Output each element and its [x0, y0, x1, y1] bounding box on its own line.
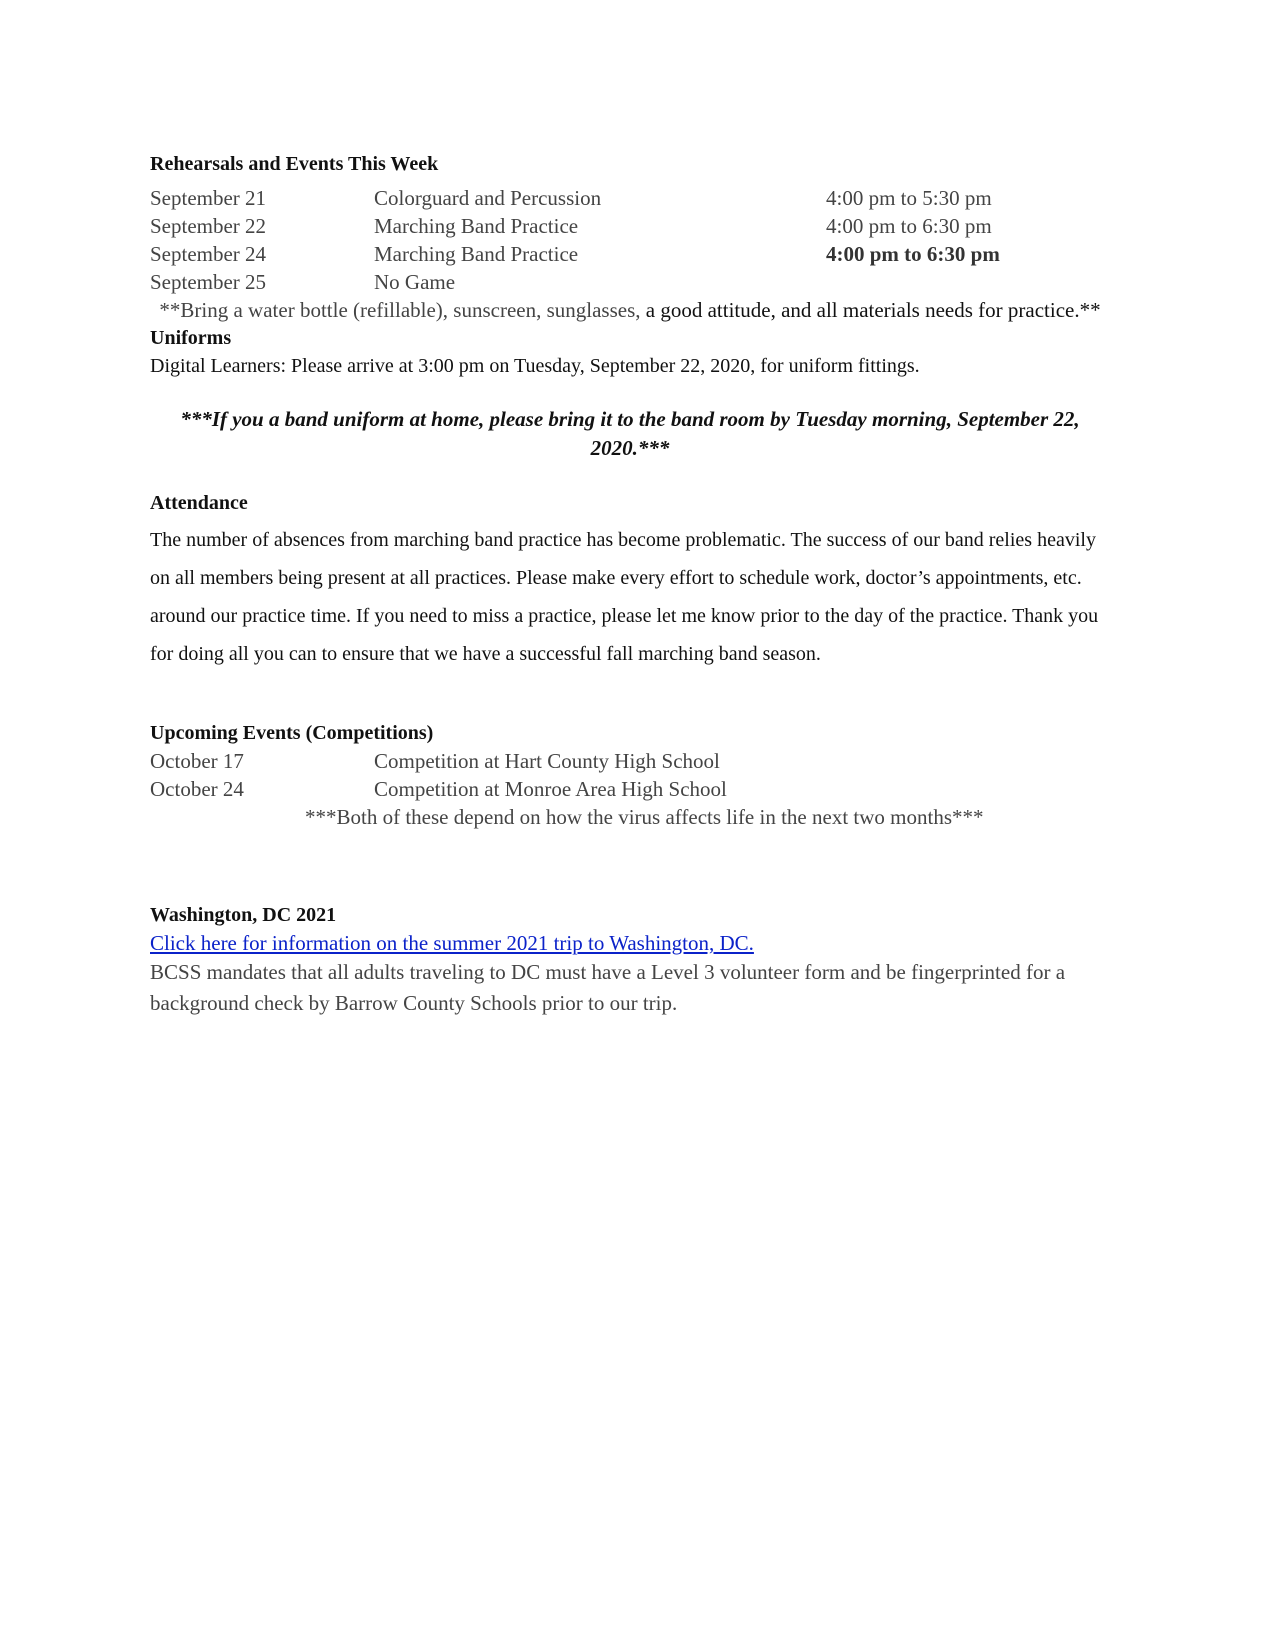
document-page	[150, 150, 1110, 1019]
schedule-date: September 21	[150, 186, 267, 210]
event-row	[150, 775, 1110, 803]
schedule-time: 4:00 pm to 5:30 pm	[826, 186, 992, 210]
schedule-row	[150, 240, 1110, 268]
uniforms-heading: Uniforms	[150, 327, 232, 349]
rehearsals-heading: Rehearsals and Events This Week	[150, 153, 439, 175]
schedule-event: Marching Band Practice	[374, 242, 579, 266]
washington-heading: Washington, DC 2021	[150, 904, 337, 926]
schedule-event: Colorguard and Percussion	[374, 186, 602, 210]
schedule-date: September 22	[150, 214, 267, 238]
washington-text: BCSS mandates that all adults traveling to DC must have a Level 3 volunteer form and be fingerprinted for a background check by Barrow County Schools prior to our trip.	[150, 960, 1066, 1015]
attendance-text: The number of absences from marching band practice has become problematic. The success of our band relies heavily on all members being present at all practices. Please make every effort to schedule work, doctor’s appointments, etc. around our practice time. If you need to miss a practice, please let me know prior to the day of the practice. Thank you for doing all you can to ensure that we have a successful fall marching band season.	[150, 529, 1099, 665]
rehearsal-reminder-part1: **Bring a water bottle (refillable), sunscreen, sunglasses,	[159, 298, 641, 322]
washington-trip-link[interactable]: Click here for information on the summer 2021 trip to Washington, DC.	[150, 931, 754, 955]
schedule-row	[150, 184, 1110, 212]
event-date: October 17	[150, 749, 244, 773]
event-date: October 24	[150, 777, 244, 801]
attendance-heading: Attendance	[150, 492, 248, 514]
schedule-row	[150, 268, 1110, 296]
schedule-row	[150, 212, 1110, 240]
schedule-date: September 24	[150, 242, 267, 266]
schedule-event: Marching Band Practice	[374, 214, 579, 238]
upcoming-heading: Upcoming Events (Competitions)	[150, 722, 434, 744]
upcoming-note: ***Both of these depend on how the virus affects life in the next two months***	[305, 805, 984, 829]
event-name: Competition at Monroe Area High School	[374, 777, 727, 801]
rehearsal-reminder-part2: a good attitude, and all materials needs for practice.**	[640, 298, 1101, 322]
event-row	[150, 747, 1110, 775]
schedule-time: 4:00 pm to 6:30 pm	[826, 214, 992, 238]
event-name: Competition at Hart County High School	[374, 749, 720, 773]
schedule-event: No Game	[374, 270, 456, 294]
rehearsal-reminder	[150, 296, 1110, 324]
schedule-date: September 25	[150, 270, 267, 294]
uniforms-text: Digital Learners: Please arrive at 3:00 pm on Tuesday, September 22, 2020, for uniform fittings.	[150, 355, 920, 377]
uniform-return-note: ***If you a band uniform at home, please bring it to the band room by Tuesday morning, September 22, 2020.***	[180, 407, 1080, 460]
schedule-time: 4:00 pm to 6:30 pm	[826, 242, 1000, 266]
